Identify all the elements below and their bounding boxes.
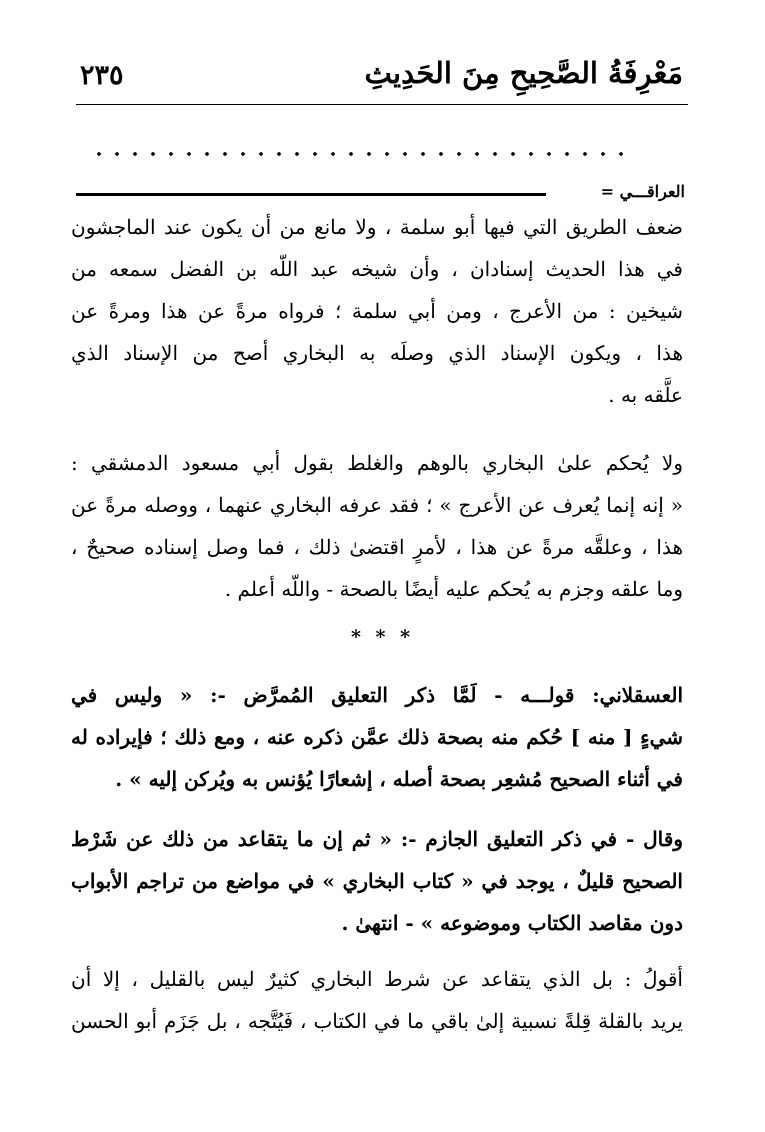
section-separator-stars: * * * <box>350 626 415 648</box>
text-line: يريد بالقلة قِلةً نسبية إلىٰ باقي ما في الكتاب ، فَيُتَّجه ، بل جَزَم أبو الحسن <box>71 1009 683 1033</box>
text-line: شيءٍ [ منه ] حُكم منه بصحة ذلك عمَّن ذكره عنه ، ومع ذلك ؛ فإيراده له <box>71 725 683 749</box>
text-line: هذا ، وعلقَّه مرةً عن هذا ، لأمرٍ اقتضىٰ ذلك ، فما وصل إسناده صحيحٌ ، <box>71 535 683 559</box>
text-line: الصحيح قليلٌ ، يوجد في « كتاب البخاري » في مواضع من تراجم الأبواب <box>71 869 683 893</box>
paragraph-asqalani-jazim <box>71 818 683 944</box>
text-line: شيخين : من الأعرج ، ومن أبي سلمة ؛ فرواه مرةً عن هذا ومرةً عن <box>71 299 683 323</box>
header-rule <box>76 104 688 105</box>
running-header-title: مَعْرِفَةُ الصَّحِيحِ مِنَ الحَدِيثِ <box>364 56 683 90</box>
text-line: في هذا الحديث إسنادان ، وأن شيخه عبد اللّه بن الفضل سمعه من <box>71 257 683 281</box>
quote-text: قولـــه - لَمَّا ذكر التعليق المُمرَّض -: « وليس في <box>71 683 575 707</box>
text-line: وما علقه وجزم به يُحكم عليه أيضًا بالصحة - واللّه أعلم . <box>224 577 683 601</box>
source-label-iraqi: العراقـــي = <box>600 182 685 201</box>
text-line: ولا يُحكم علىٰ البخاري بالوهم والغلط بقول أبي مسعود الدمشقي : <box>71 451 683 475</box>
paragraph-asqalani-quote <box>71 674 683 800</box>
paragraph-author-reply <box>71 958 683 1042</box>
page-number: ٢٣٥ <box>80 60 124 91</box>
text-line: أقولُ : بل الذي يتقاعد عن شرط البخاري كثيرٌ ليس بالقليل ، إلا أن <box>71 967 683 991</box>
text-line: هذا ، ويكون الإسناد الذي وصلَه به البخاري أصح من الإسناد الذي <box>71 341 683 365</box>
text-line: وقال - في ذكر التعليق الجازم -: « ثم إن ما يتقاعد من ذلك عن شَرْط <box>71 827 683 851</box>
paragraph-iraqi-commentary <box>71 206 683 416</box>
paragraph-bukhari-judgement <box>71 442 683 610</box>
dotted-separator <box>90 142 630 166</box>
text-line: علَّقه به . <box>608 383 683 407</box>
text-line: « إنه إنما يُعرف عن الأعرج » ؛ فقد عرفه البخاري عنهما ، ووصله مرةً عن <box>71 493 683 517</box>
text-line <box>71 674 683 716</box>
source-rule <box>76 193 546 196</box>
text-line: ضعف الطريق التي فيها أبو سلمة ، ولا مانع من أن يكون عند الماجشون <box>71 215 683 239</box>
text-line: في أثناء الصحيح مُشعِر بصحة أصله ، إشعارًا يُؤنس به ويُركن إليه » . <box>115 767 683 791</box>
speaker-label: العسقلاني: <box>592 683 683 707</box>
text-line: دون مقاصد الكتاب وموضوعه » - انتهىٰ . <box>341 911 683 935</box>
